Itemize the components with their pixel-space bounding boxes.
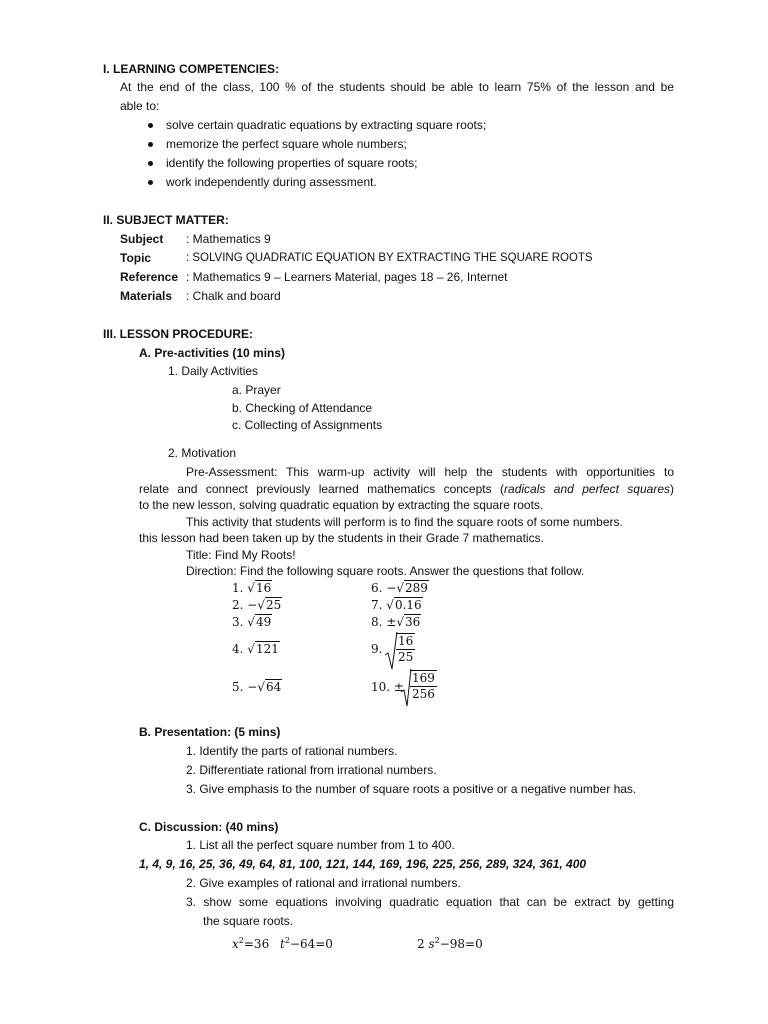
root-item: 9. bbox=[371, 642, 383, 656]
discussion-item: 1. List all the perfect square number from 1 to 400. bbox=[186, 838, 455, 852]
root-item: 6. −√289 bbox=[371, 581, 428, 595]
daily-item: b. Checking of Attendance bbox=[232, 401, 373, 415]
competency-item: identify the following properties of square roots; bbox=[166, 156, 418, 170]
reference-value: : Mathematics 9 – Learners Material, pages 18 – 26, Internet bbox=[186, 270, 508, 284]
root-fraction: $\frac{16}{25}$ bbox=[398, 634, 414, 664]
part-a-heading: A. Pre-activities (10 mins) bbox=[139, 346, 286, 360]
pre-assessment-text-cont: relate and connect previously learned mathematics concepts (radicals and perfect squares) bbox=[139, 482, 675, 496]
equation: $x^2=36$ bbox=[232, 936, 270, 951]
perfect-squares-list: 1, 4, 9, 16, 25, 36, 49, 64, 81, 100, 121, 144, 169, 196, 225, 256, 289, 324, 361, 400 bbox=[139, 857, 587, 871]
competency-item: memorize the perfect square whole numbers; bbox=[166, 137, 407, 151]
section1-heading: I. LEARNING COMPETENCIES: bbox=[103, 62, 280, 76]
equation: $t^2-64=0$ bbox=[280, 936, 333, 951]
root-item: 5. −√64 bbox=[232, 680, 282, 694]
bullet-icon bbox=[148, 161, 153, 166]
competency-item: solve certain quadratic equations by extracting square roots; bbox=[166, 118, 487, 132]
materials-value: : Chalk and board bbox=[186, 289, 281, 303]
sqrt-icon: √ bbox=[247, 642, 255, 656]
motivation-heading: 2. Motivation bbox=[168, 446, 237, 460]
bullet-icon bbox=[148, 142, 153, 147]
reference-label: Reference bbox=[120, 270, 179, 284]
discussion-item: 2. Give examples of rational and irrational numbers. bbox=[186, 876, 461, 890]
presentation-item: 3. Give emphasis to the number of square roots a positive or a negative number has. bbox=[186, 782, 637, 796]
subject-value: : Mathematics 9 bbox=[186, 232, 271, 246]
root-item: 8. ±√36 bbox=[371, 615, 421, 629]
daily-item: a. Prayer bbox=[232, 383, 281, 397]
activity-title: Title: Find My Roots! bbox=[186, 548, 296, 562]
subject-label: Subject bbox=[120, 232, 164, 246]
presentation-item: 2. Differentiate rational from irrational numbers. bbox=[186, 763, 437, 777]
presentation-item: 1. Identify the parts of rational numbers. bbox=[186, 744, 398, 758]
sqrt-icon: √ bbox=[257, 598, 265, 612]
part-b-heading: B. Presentation: (5 mins) bbox=[139, 725, 281, 739]
activity-direction: Direction: Find the following square roots. Answer the questions that follow. bbox=[186, 564, 585, 578]
topic-label: Topic bbox=[120, 251, 152, 265]
root-item: 2. −√25 bbox=[232, 598, 282, 612]
sqrt-icon: √ bbox=[247, 615, 255, 629]
daily-activities: 1. Daily Activities bbox=[168, 364, 259, 378]
sqrt-icon: √ bbox=[257, 680, 265, 694]
pre-assessment-text-end: to the new lesson, solving quadratic equation by extracting the square roots. bbox=[139, 498, 544, 512]
materials-label: Materials bbox=[120, 289, 173, 303]
activity-text-cont: this lesson had been taken up by the students in their Grade 7 mathematics. bbox=[139, 531, 544, 545]
root-item: 1. √16 bbox=[232, 581, 272, 595]
daily-item: c. Collecting of Assignments bbox=[232, 418, 383, 432]
sqrt-icon: √ bbox=[386, 598, 394, 612]
bullet-icon bbox=[148, 123, 153, 128]
discussion-item-cont: the square roots. bbox=[203, 914, 294, 928]
sqrt-icon: √ bbox=[396, 615, 404, 629]
competency-item: work independently during assessment. bbox=[166, 175, 377, 189]
equation: 2 $s^2-98=0$ bbox=[417, 936, 483, 951]
sqrt-icon: √ bbox=[247, 581, 255, 595]
pre-assessment-text: Pre-Assessment: This warm-up activity will help the students with opportunities to bbox=[186, 465, 674, 479]
section1-intro: At the end of the class, 100 % of the students should be able to learn 75% of the lesson and be bbox=[120, 80, 674, 94]
root-item: 3. √49 bbox=[232, 615, 272, 629]
bullet-icon bbox=[148, 180, 153, 185]
root-fraction: $\frac{169}{256}$ bbox=[412, 671, 435, 701]
root-item: 7. √0.16 bbox=[371, 598, 422, 612]
topic-value: : SOLVING QUADRATIC EQUATION BY EXTRACTING THE SQUARE ROOTS bbox=[186, 252, 593, 264]
section1-intro-cont: able to: bbox=[120, 99, 160, 113]
section3-heading: III. LESSON PROCEDURE: bbox=[103, 327, 254, 341]
sqrt-icon: √ bbox=[396, 581, 404, 595]
activity-text: This activity that students will perform is to find the square roots of some numbers. bbox=[186, 515, 623, 529]
discussion-item: 3. show some equations involving quadratic equation that can be extract by getting bbox=[186, 895, 674, 909]
root-item: 10. ± bbox=[371, 680, 404, 694]
part-c-heading: C. Discussion: (40 mins) bbox=[139, 820, 279, 834]
root-item: 4. √121 bbox=[232, 642, 279, 656]
section2-heading: II. SUBJECT MATTER: bbox=[103, 213, 229, 227]
